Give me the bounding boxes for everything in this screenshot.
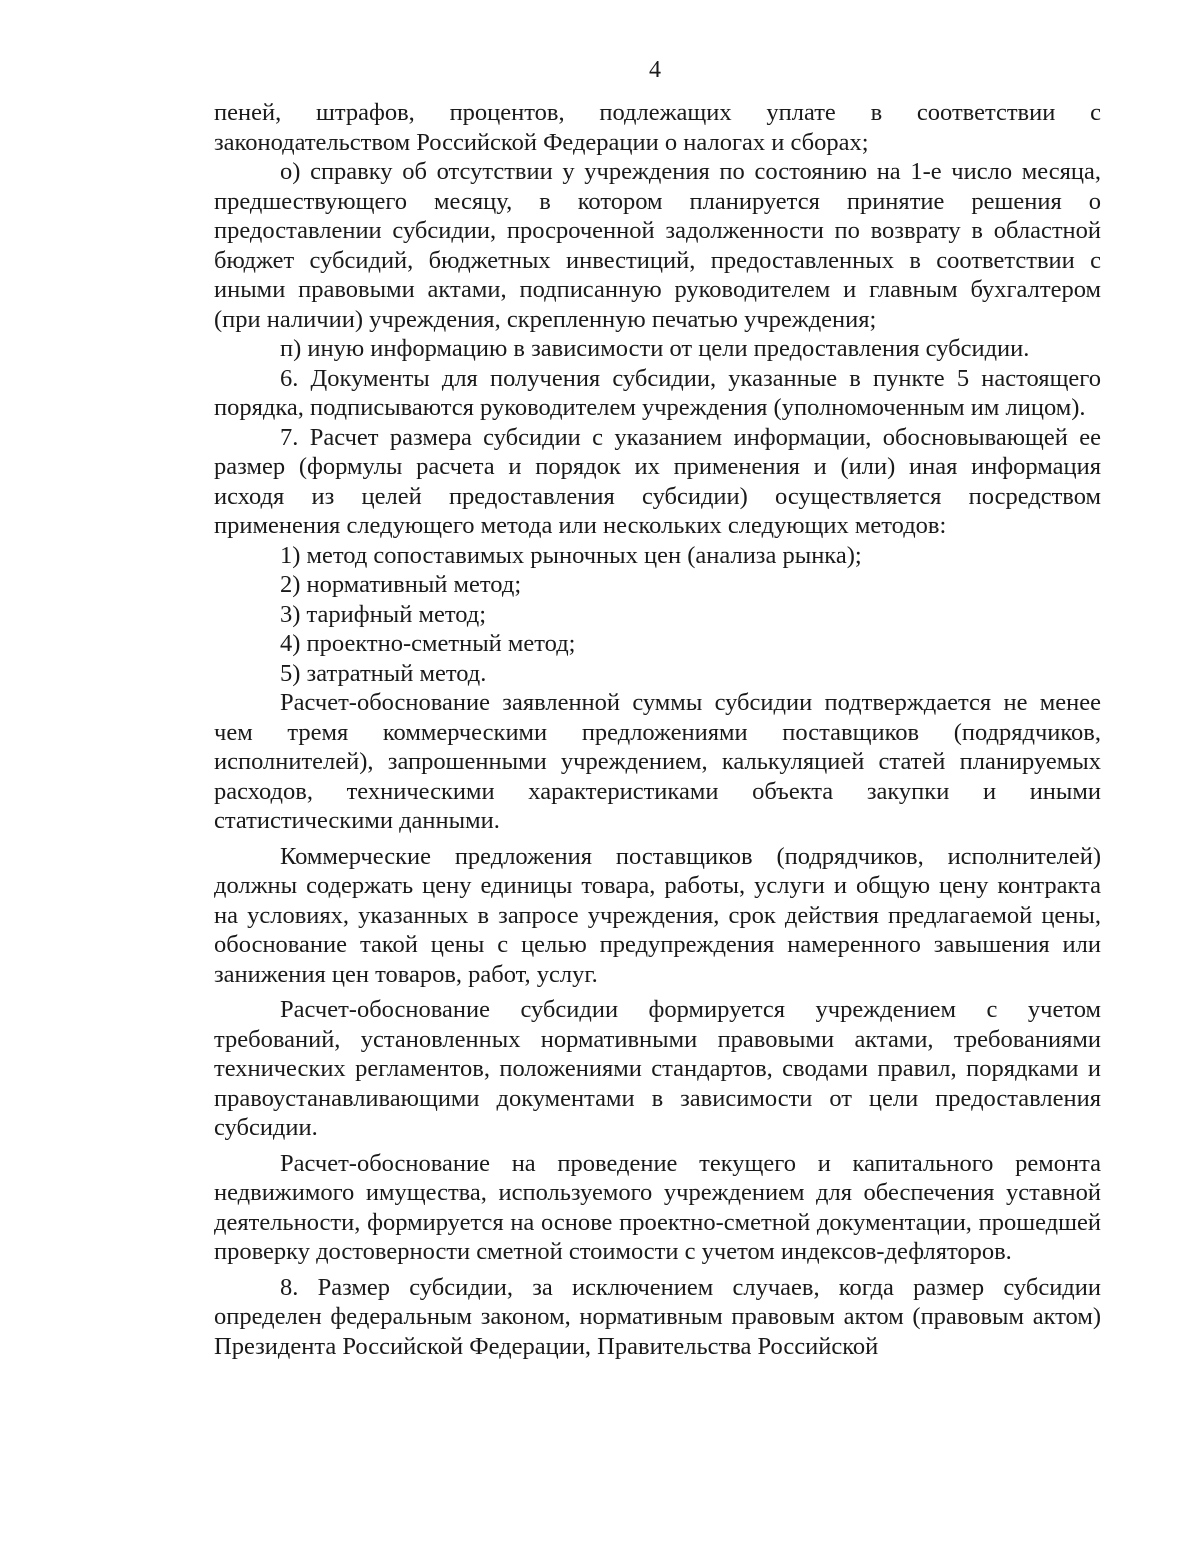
paragraph-repair-justification: Расчет-обоснование на проведение текущего и капитального ремонта недвижимого имущества, используемого учреждением для обеспечения уставной деятельности, формируется на основе проектно-сметной документации, прошедшей проверку достоверности сметной стоимости с учетом индексов-дефляторов. [214, 1149, 1101, 1265]
paragraph-clause-7: 7. Расчет размера субсидии с указанием информации, обосновывающей ее размер (формулы расчета и порядок их применения и (или) иная информация исходя из целей предоставления субсидии) осуществляется посредством применения следующего метода или нескольких следующих методов: [214, 423, 1101, 539]
paragraph-justification-requirements: Расчет-обоснование субсидии формируется учреждением с учетом требований, установленных нормативными правовыми актами, требованиями технических регламентов, положениями стандартов, сводами правил, порядками и правоустанавливающими документами в зависимости от цели предоставления субсидии. [214, 996, 1101, 1141]
paragraph-item-o: о) справку об отсутствии у учреждения по состоянию на 1-е число месяца, предшествующего месяцу, в котором планируется принятие решения о предоставлении субсидии, просроченной задолженности по возврату в областной бюджет субсидий, бюджетных инвестиций, предоставленных в соответствии с иными правовыми актами, подписанную руководителем и главным бухгалтером (при наличии) учреждения, скрепленную печатью учреждения; [214, 158, 1101, 333]
method-item-1: 1) метод сопоставимых рыночных цен (анализа рынка); [280, 541, 862, 569]
document-body [214, 98, 1101, 1361]
method-item-5: 5) затратный метод. [280, 659, 487, 687]
paragraph-calculation-justification: Расчет-обоснование заявленной суммы субсидии подтверждается не менее чем тремя коммерческими предложениями поставщиков (подрядчиков, исполнителей), запрошенными учреждением, калькуляцией статей планируемых расходов, техническими характеристиками объекта закупки и иными статистическими данными. [214, 689, 1101, 834]
paragraph-item-p: п) иную информацию в зависимости от цели предоставления субсидии. [280, 335, 1030, 362]
paragraph-continuation: пеней, штрафов, процентов, подлежащих уплате в соответствии с законодательством Российской Федерации о налогах и сборах; [214, 99, 1101, 156]
method-item-4: 4) проектно-сметный метод; [280, 630, 576, 657]
paragraph-clause-6: 6. Документы для получения субсидии, указанные в пункте 5 настоящего порядка, подписываются руководителем учреждения (уполномоченным им лицом). [214, 364, 1101, 421]
page-number: 4 [649, 57, 661, 83]
paragraph-commercial-offers: Коммерческие предложения поставщиков (подрядчиков, исполнителей) должны содержать цену единицы товара, работы, услуги и общую цену контракта на условиях, указанных в запросе учреждения, срок действия предлагаемой цены, обоснование такой цены с целью предупреждения намеренного завышения или занижения цен товаров, работ, услуг. [214, 842, 1101, 988]
paragraph-clause-8: 8. Размер субсидии, за исключением случаев, когда размер субсидии определен федеральным законом, нормативным правовым актом (правовым актом) Президента Российской Федерации, Правительства Российской [214, 1273, 1101, 1360]
method-item-3: 3) тарифный метод; [280, 600, 487, 628]
method-item-2: 2) нормативный метод; [280, 571, 522, 598]
